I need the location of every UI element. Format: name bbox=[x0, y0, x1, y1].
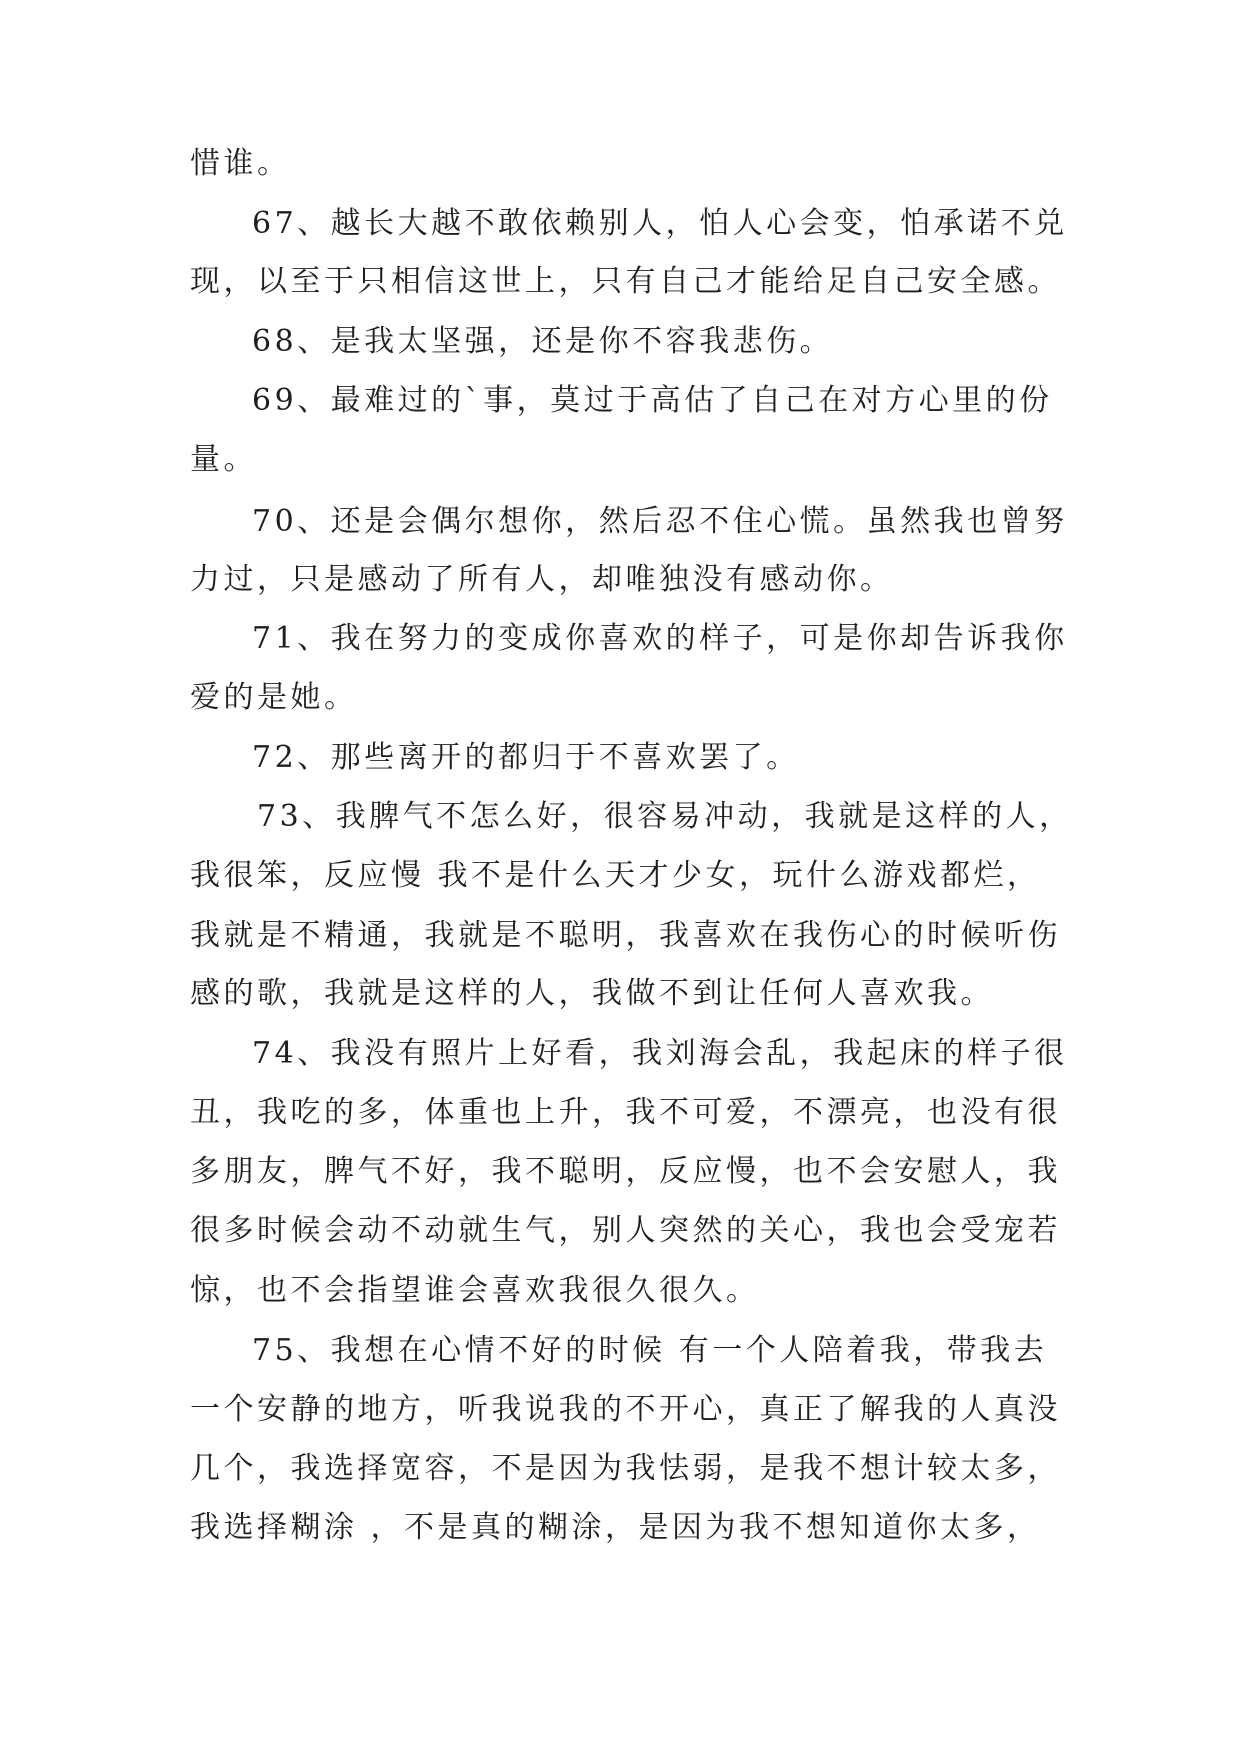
text-line: 74、我没有照片上好看，我刘海会乱，我起床的样子很 bbox=[252, 1036, 1068, 1071]
text-line: 70、还是会偶尔想你，然后忍不住心慌。虽然我也曾努 bbox=[252, 504, 1068, 539]
text-line: 67、越长大越不敢依赖别人，怕人心会变，怕承诺不兑 bbox=[252, 206, 1068, 241]
text-line: 一个安静的地方，听我说我的不开心，真正了解我的人真没 bbox=[190, 1392, 1061, 1427]
text-line: 现，以至于只相信这世上，只有自己才能给足自己安全感。 bbox=[190, 264, 1061, 299]
text-line: 69、最难过的`事，莫过于高估了自己在对方心里的份 bbox=[252, 383, 1053, 418]
text-line: 惜谁。 bbox=[190, 146, 291, 181]
text-line: 71、我在努力的变成你喜欢的样子，可是你却告诉我你 bbox=[252, 621, 1068, 656]
text-line: 爱的是她。 bbox=[190, 680, 358, 715]
text-line: 我选择糊涂 ，不是真的糊涂，是因为我不想知道你太多， bbox=[190, 1510, 1041, 1545]
text-line: 惊，也不会指望谁会喜欢我很久很久。 bbox=[190, 1273, 760, 1308]
text-line: 我很笨，反应慢 我不是什么天才少女，玩什么游戏都烂， bbox=[190, 858, 1041, 893]
text-line: 多朋友，脾气不好，我不聪明，反应慢，也不会安慰人，我 bbox=[190, 1154, 1061, 1189]
text-line: 68、是我太坚强，还是你不容我悲伤。 bbox=[252, 324, 834, 359]
text-line: 73、我脾气不怎么好，很容易冲动，我就是这样的人， bbox=[257, 799, 1073, 834]
text-line: 我就是不精通，我就是不聪明，我喜欢在我伤心的时候听伤 bbox=[190, 918, 1061, 953]
text-line: 72、那些离开的都归于不喜欢罢了。 bbox=[252, 740, 800, 775]
text-line: 量。 bbox=[190, 442, 257, 477]
text-line: 75、我想在心情不好的时候 有一个人陪着我，带我去 bbox=[252, 1333, 1048, 1368]
text-line: 很多时候会动不动就生气，别人突然的关心，我也会受宠若 bbox=[190, 1213, 1061, 1248]
text-line: 丑，我吃的多，体重也上升，我不可爱，不漂亮，也没有很 bbox=[190, 1095, 1061, 1130]
text-line: 感的歌，我就是这样的人，我做不到让任何人喜欢我。 bbox=[190, 976, 994, 1011]
text-line: 几个，我选择宽容，不是因为我怯弱，是我不想计较太多， bbox=[190, 1451, 1061, 1486]
text-line: 力过，只是感动了所有人，却唯独没有感动你。 bbox=[190, 562, 894, 597]
